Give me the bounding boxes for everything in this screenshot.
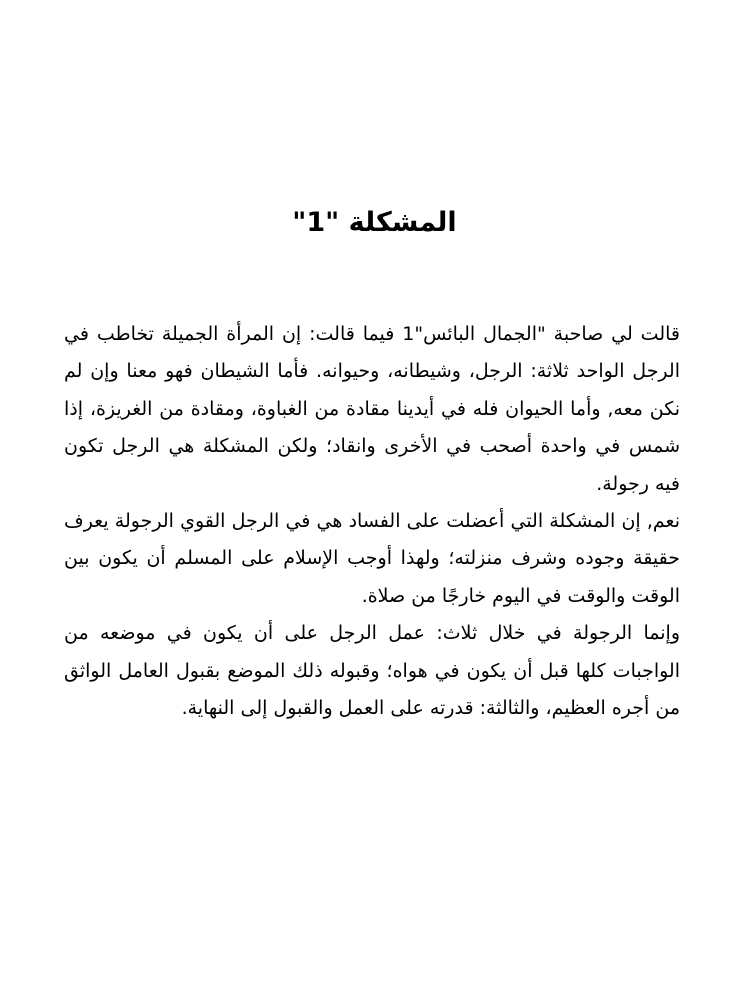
document-body	[64, 316, 680, 727]
paragraph-2: نعم, إن المشكلة التي أعضلت على الفساد هي في الرجل القوي الرجولة يعرف حقيقة وجوده وشرف منزلته؛ ولهذا أوجب الإسلام على المسلم أن يكون بين الوقت والوقت في اليوم خارجًا من صلاة.	[64, 510, 680, 607]
page-title: المشكلة "1"	[292, 207, 457, 238]
paragraph-3: وإنما الرجولة في خلال ثلاث: عمل الرجل على أن يكون في موضعه من الواجبات كلها قبل أن يكون في هواه؛ وقبوله ذلك الموضع بقبول العامل الواثق من أجره العظيم، والثالثة: قدرته على العمل والقبول إلى النهاية.	[64, 622, 680, 720]
paragraph-1: قالت لي صاحبة "الجمال البائس"1 فيما قالت: إن المرأة الجميلة تخاطب في الرجل الواحد ثلاثة: الرجل، وشيطانه، وحيوانه. فأما الشيطان فهو معنا وإن لم نكن معه, وأما الحيوان فله في أيدينا مقادة من الغباوة، ومقادة من الغريزة، إذا شمس في واحدة أصحب في الأخرى وانقاد؛ ولكن المشكلة هي الرجل تكون فيه رجولة.	[64, 323, 681, 495]
